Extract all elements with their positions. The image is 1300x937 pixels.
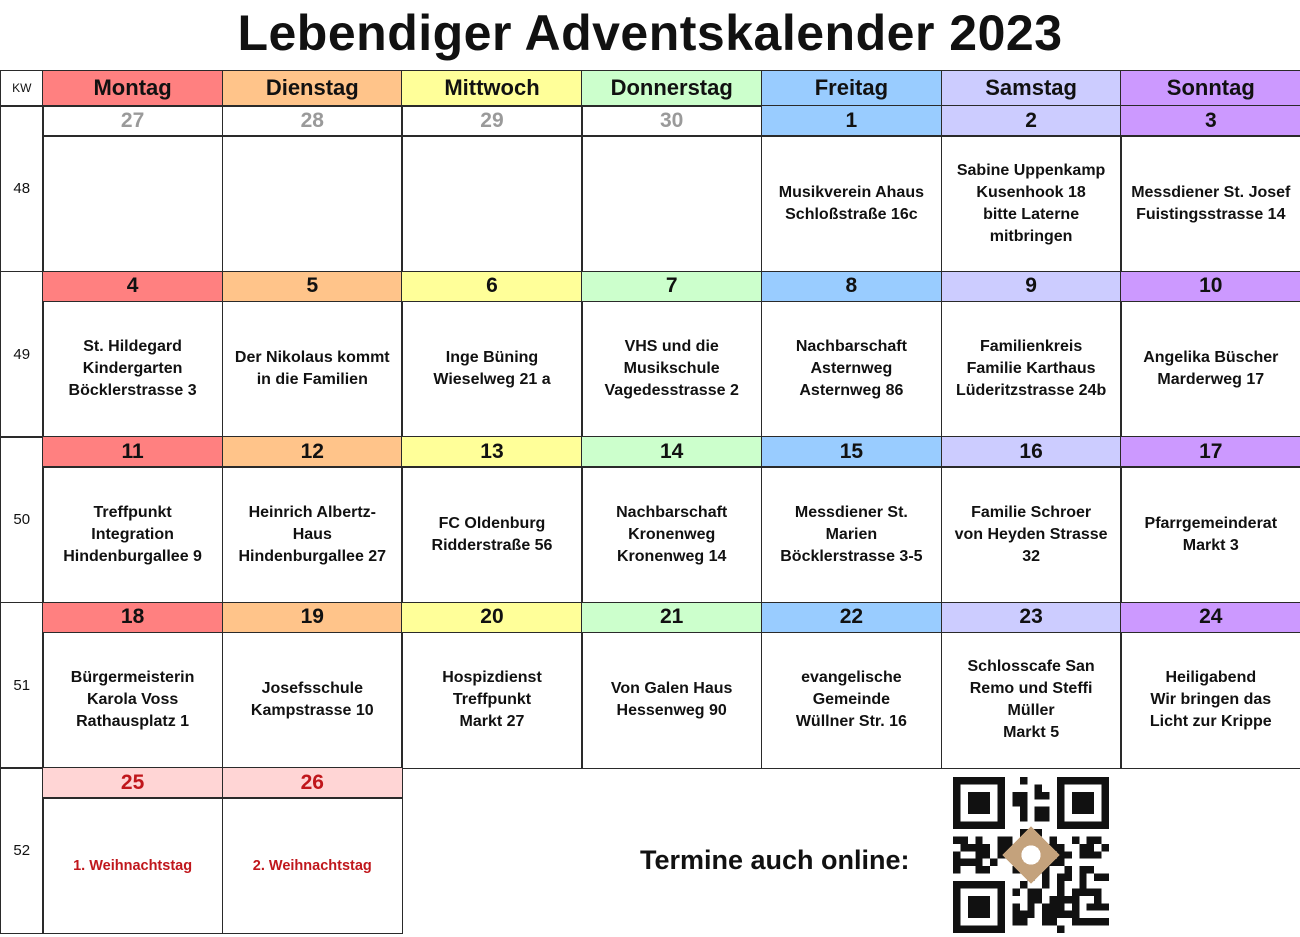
event-text: VHS und die Musikschule Vagedesstrasse 2: [604, 338, 739, 399]
event-text: Nachbarschaft Asternweg Asternweg 86: [795, 338, 907, 399]
event-text: Messdiener St. Josef Fuistingsstrasse 14: [1131, 183, 1291, 223]
event-text: Sabine Uppenkamp Kusenhook 18 bitte Laterne mitbringen: [956, 161, 1106, 245]
day-header-donnerstag: Donnerstag: [581, 70, 762, 107]
week-number: 49: [0, 271, 44, 438]
date-number: 29: [401, 105, 582, 137]
event-cell: [1120, 632, 1300, 769]
event-cell: [42, 135, 223, 272]
date-number: 4: [42, 271, 223, 303]
event-cell: [42, 632, 223, 769]
date-number: 22: [761, 602, 942, 634]
date-number: 24: [1120, 602, 1300, 634]
date-number: 13: [401, 436, 582, 468]
event-text: Messdiener St. Marien Böcklerstrasse 3-5: [780, 503, 923, 565]
date-number: 15: [761, 436, 942, 468]
event-cell: [222, 301, 403, 438]
event-cell: [1120, 301, 1300, 438]
event-text: Angelika Büscher Marderweg 17: [1143, 349, 1279, 388]
event-cell: [941, 135, 1122, 272]
event-text: Familie Schroer von Heyden Strasse 32: [954, 503, 1108, 565]
date-number: 9: [941, 271, 1122, 303]
event-cell: [1120, 466, 1300, 603]
event-cell: [581, 466, 762, 603]
event-cell: [401, 632, 582, 769]
event-text: Heinrich Albertz- Haus Hindenburgallee 27: [238, 503, 387, 565]
event-text: Musikverein Ahaus Schloßstraße 16c: [778, 183, 924, 223]
event-cell: [941, 301, 1122, 438]
event-text: Der Nikolaus kommt in die Familien: [234, 349, 390, 388]
date-number: 2: [941, 105, 1122, 137]
day-header-montag: Montag: [42, 70, 223, 107]
date-number: 12: [222, 436, 403, 468]
event-text: Treffpunkt Integration Hindenburgallee 9: [63, 503, 202, 565]
event-cell: [761, 632, 942, 769]
day-header-sonntag: Sonntag: [1120, 70, 1300, 107]
event-cell: [581, 301, 762, 438]
online-note: Termine auch online:: [640, 845, 910, 875]
date-number: 19: [222, 602, 403, 634]
date-number: 10: [1120, 271, 1300, 303]
date-number: 17: [1120, 436, 1300, 468]
date-number: 7: [581, 271, 762, 303]
date-number: 28: [222, 105, 403, 137]
week-number: 51: [0, 602, 44, 769]
event-text: 2. Weihnachtstag: [252, 857, 372, 874]
kw-header: KW: [0, 70, 44, 107]
date-number: 21: [581, 602, 762, 634]
event-cell: [222, 466, 403, 603]
event-cell: [401, 466, 582, 603]
date-number: 25: [42, 767, 223, 799]
day-header-freitag: Freitag: [761, 70, 942, 107]
week-number: 50: [0, 436, 44, 603]
event-text: 1. Weihnachtstag: [73, 857, 193, 874]
week-number: 48: [0, 105, 44, 272]
event-cell: [1120, 135, 1300, 272]
event-text: Pfarrgemeinderat Markt 3: [1144, 514, 1278, 554]
event-cell: [42, 466, 223, 603]
event-cell: [581, 135, 762, 272]
date-number: 6: [401, 271, 582, 303]
date-number: 20: [401, 602, 582, 634]
event-cell: [401, 301, 582, 438]
date-number: 27: [42, 105, 223, 137]
event-cell: [761, 301, 942, 438]
date-number: 8: [761, 271, 942, 303]
day-header-mittwoch: Mittwoch: [401, 70, 582, 107]
event-cell: [42, 301, 223, 438]
event-cell: [941, 632, 1122, 769]
event-text: Bürgermeisterin Karola Voss Rathausplatz 1: [70, 669, 195, 730]
event-text: evangelische Gemeinde Wüllner Str. 16: [795, 669, 907, 730]
week-number: 52: [0, 767, 44, 934]
event-cell: [761, 135, 942, 272]
event-cell: [222, 797, 403, 934]
event-cell: [401, 135, 582, 272]
event-text: Von Galen Haus Hessenweg 90: [610, 680, 733, 719]
date-number: 18: [42, 602, 223, 634]
event-cell: [761, 466, 942, 603]
event-cell: [222, 135, 403, 272]
date-number: 11: [42, 436, 223, 468]
event-text: Josefsschule Kampstrasse 10: [250, 680, 374, 719]
day-header-samstag: Samstag: [941, 70, 1122, 107]
date-number: 14: [581, 436, 762, 468]
date-number: 3: [1120, 105, 1300, 137]
date-number: 30: [581, 105, 762, 137]
date-number: 23: [941, 602, 1122, 634]
event-cell: [42, 797, 223, 934]
page-title: Lebendiger Adventskalender 2023: [237, 5, 1063, 61]
event-cell: [941, 466, 1122, 603]
event-text: Hospizdienst Treffpunkt Markt 27: [442, 669, 542, 730]
event-cell: [222, 632, 403, 769]
event-text: St. Hildegard Kindergarten Böcklerstrasse 3: [68, 338, 197, 399]
event-text: FC Oldenburg Ridderstraße 56: [431, 514, 553, 554]
event-text: Familienkreis Familie Karthaus Lüderitzstrasse 24b: [955, 338, 1107, 399]
event-cell: [581, 632, 762, 769]
event-text: Heiligabend Wir bringen das Licht zur Krippe: [1149, 669, 1272, 730]
event-text: Nachbarschaft Kronenweg Kronenweg 14: [616, 503, 728, 565]
date-number: 16: [941, 436, 1122, 468]
day-header-dienstag: Dienstag: [222, 70, 403, 107]
date-number: 5: [222, 271, 403, 303]
date-number: 26: [222, 767, 403, 799]
event-text: Inge Büning Wieselweg 21 a: [433, 349, 551, 388]
event-text: Schlosscafe San Remo und Steffi Müller Markt 5: [967, 658, 1095, 741]
qr-code-icon[interactable]: [953, 777, 1109, 933]
date-number: 1: [761, 105, 942, 137]
